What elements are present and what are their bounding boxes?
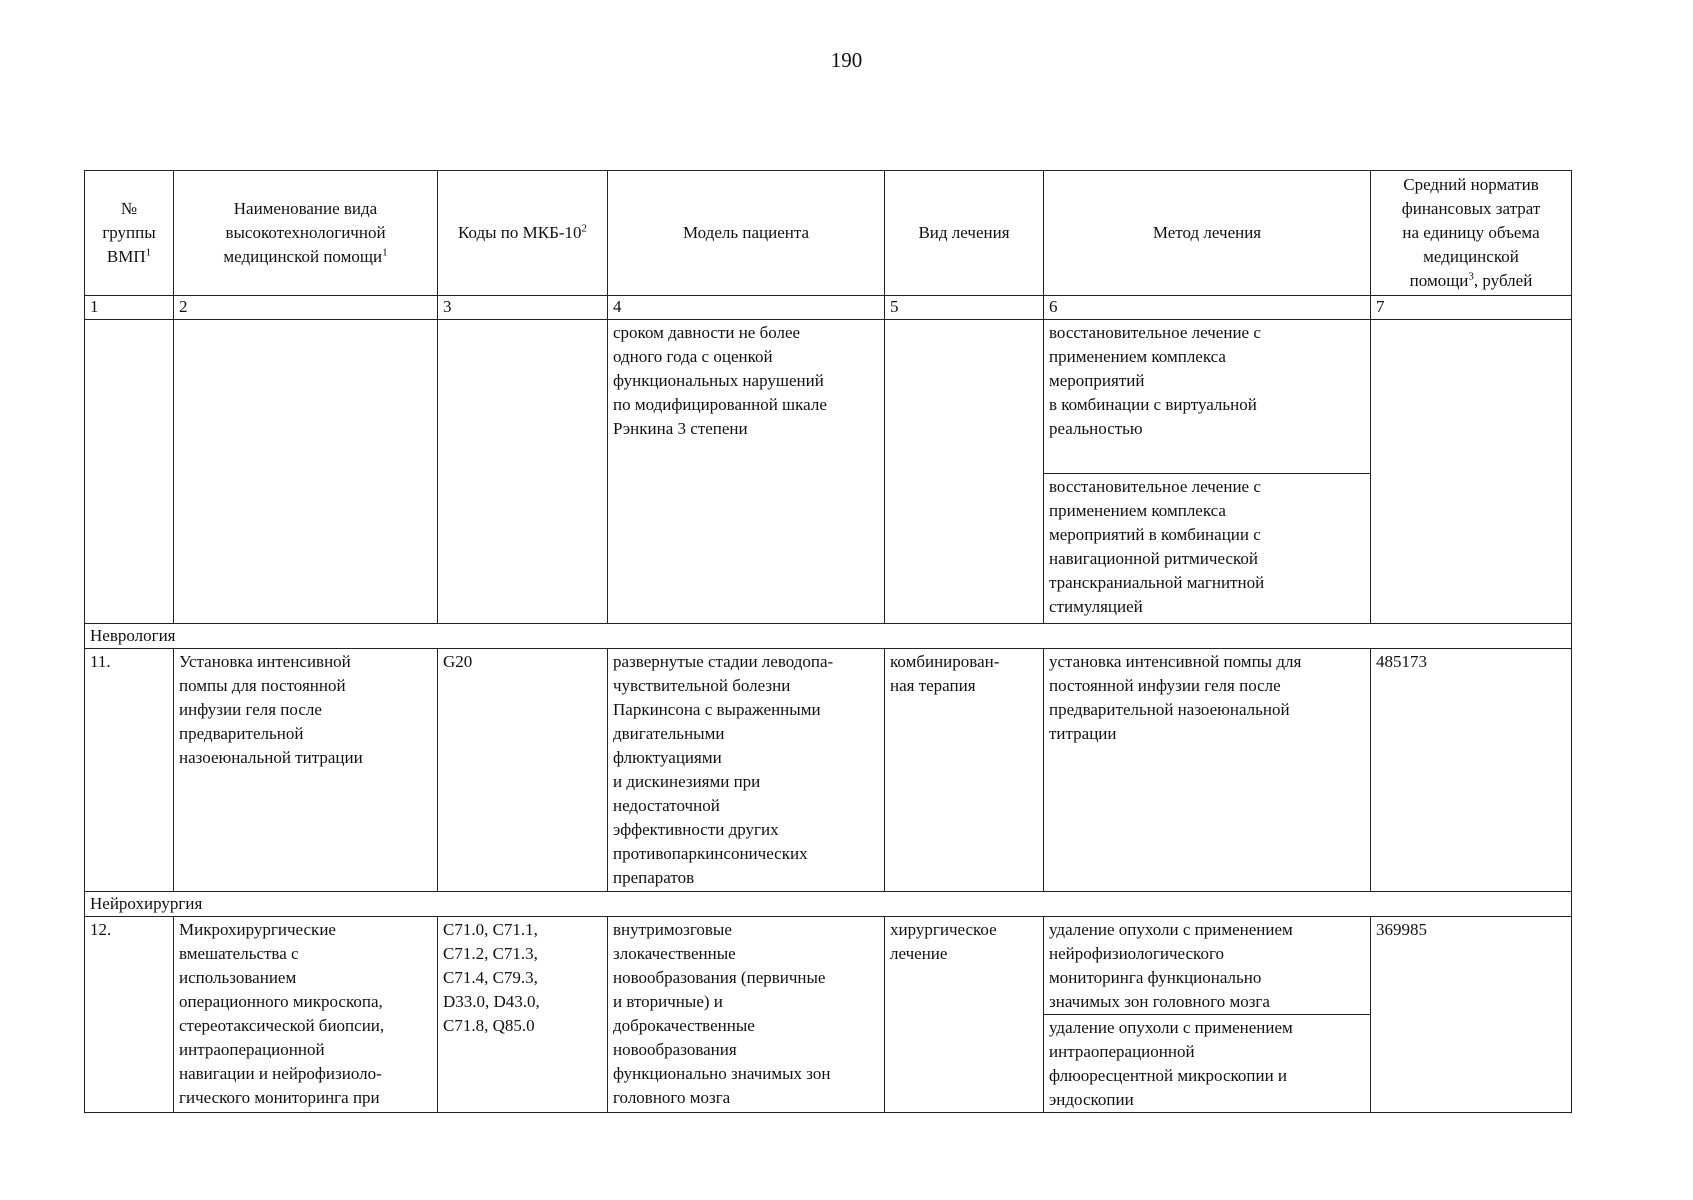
table-row: [85, 649, 1572, 892]
header-care-type-name: Наименование вида высокотехнологичной медицинской помощи$^1$: [174, 171, 438, 296]
column-number: 2: [174, 296, 438, 320]
treatment-method-cell: удаление опухоли с применением интраоперационной флюоресцентной микроскопии и эндоскопии: [1044, 1015, 1371, 1113]
treatment-type-cell: комбинирован- ная терапия: [885, 649, 1044, 892]
continuation-treatment-cell: [885, 320, 1044, 624]
patient-model-cell: внутримозговые злокачественные новообразования (первичные и вторичные) и доброкачественные новообразования функционально значимых зон головного мозга: [608, 917, 885, 1113]
cost-cell: 485173: [1371, 649, 1572, 892]
continuation-codes-cell: [438, 320, 608, 624]
continuation-row: [85, 320, 1572, 474]
section-title: Неврология: [85, 624, 1572, 649]
column-number: 3: [438, 296, 608, 320]
header-group-number: № группы ВМП$^1$: [85, 171, 174, 296]
group-number-cell: 12.: [85, 917, 174, 1113]
continuation-model-cell: сроком давности не более одного года с оценкой функциональных нарушений по модифицированной шкале Рэнкина 3 степени: [608, 320, 885, 624]
header-treatment-type: Вид лечения: [885, 171, 1044, 296]
section-title: Нейрохирургия: [85, 892, 1572, 917]
header-cost-standard: Средний норматив финансовых затрат на единицу объема медицинской помощи$^3$, рублей: [1371, 171, 1572, 296]
column-number: 7: [1371, 296, 1572, 320]
column-number: 1: [85, 296, 174, 320]
continuation-method-1: восстановительное лечение с применением комплекса мероприятий в комбинации с виртуальной реальностью: [1044, 320, 1371, 474]
continuation-name-cell: [174, 320, 438, 624]
page-number: 190: [830, 48, 863, 72]
header-treatment-method: Метод лечения: [1044, 171, 1371, 296]
continuation-cost-cell: [1371, 320, 1572, 624]
cost-cell: 369985: [1371, 917, 1572, 1113]
column-number: 6: [1044, 296, 1371, 320]
treatment-method-cell: удаление опухоли с применением нейрофизиологического мониторинга функционально значимых зон головного мозга: [1044, 917, 1371, 1015]
group-number-cell: 11.: [85, 649, 174, 892]
patient-model-cell: развернутые стадии леводопа- чувствительной болезни Паркинсона с выраженными двигательными флюктуациями и дискинезиями при недостаточной эффективности других противопаркинсонических препаратов: [608, 649, 885, 892]
column-number-row: [85, 296, 1572, 320]
column-number: 4: [608, 296, 885, 320]
continuation-group-cell: [85, 320, 174, 624]
column-number: 5: [885, 296, 1044, 320]
care-type-name-cell: Микрохирургические вмешательства с использованием операционного микроскопа, стереотаксической биопсии, интраоперационной навигации и нейрофизиоло- гического мониторинга при: [174, 917, 438, 1113]
header-row: [85, 171, 1572, 296]
table-row: [85, 917, 1572, 1015]
vmp-table: [84, 170, 1572, 1113]
section-row-neurology: [85, 624, 1572, 649]
section-row-neurosurgery: [85, 892, 1572, 917]
icd-codes-cell: G20: [438, 649, 608, 892]
treatment-method-cell: установка интенсивной помпы для постоянной инфузии геля после предварительной назоеюнальной титрации: [1044, 649, 1371, 892]
header-icd-codes: Коды по МКБ-$10^2$: [438, 171, 608, 296]
header-patient-model: Модель пациента: [608, 171, 885, 296]
continuation-method-2: восстановительное лечение с применением комплекса мероприятий в комбинации с навигационной ритмической транскраниальной магнитной стимуляцией: [1044, 474, 1371, 624]
care-type-name-cell: Установка интенсивной помпы для постоянной инфузии геля после предварительной назоеюнальной титрации: [174, 649, 438, 892]
treatment-type-cell: хирургическое лечение: [885, 917, 1044, 1113]
icd-codes-cell: C71.0, C71.1, C71.2, C71.3, C71.4, C79.3, D33.0, D43.0, C71.8, Q85.0: [438, 917, 608, 1113]
